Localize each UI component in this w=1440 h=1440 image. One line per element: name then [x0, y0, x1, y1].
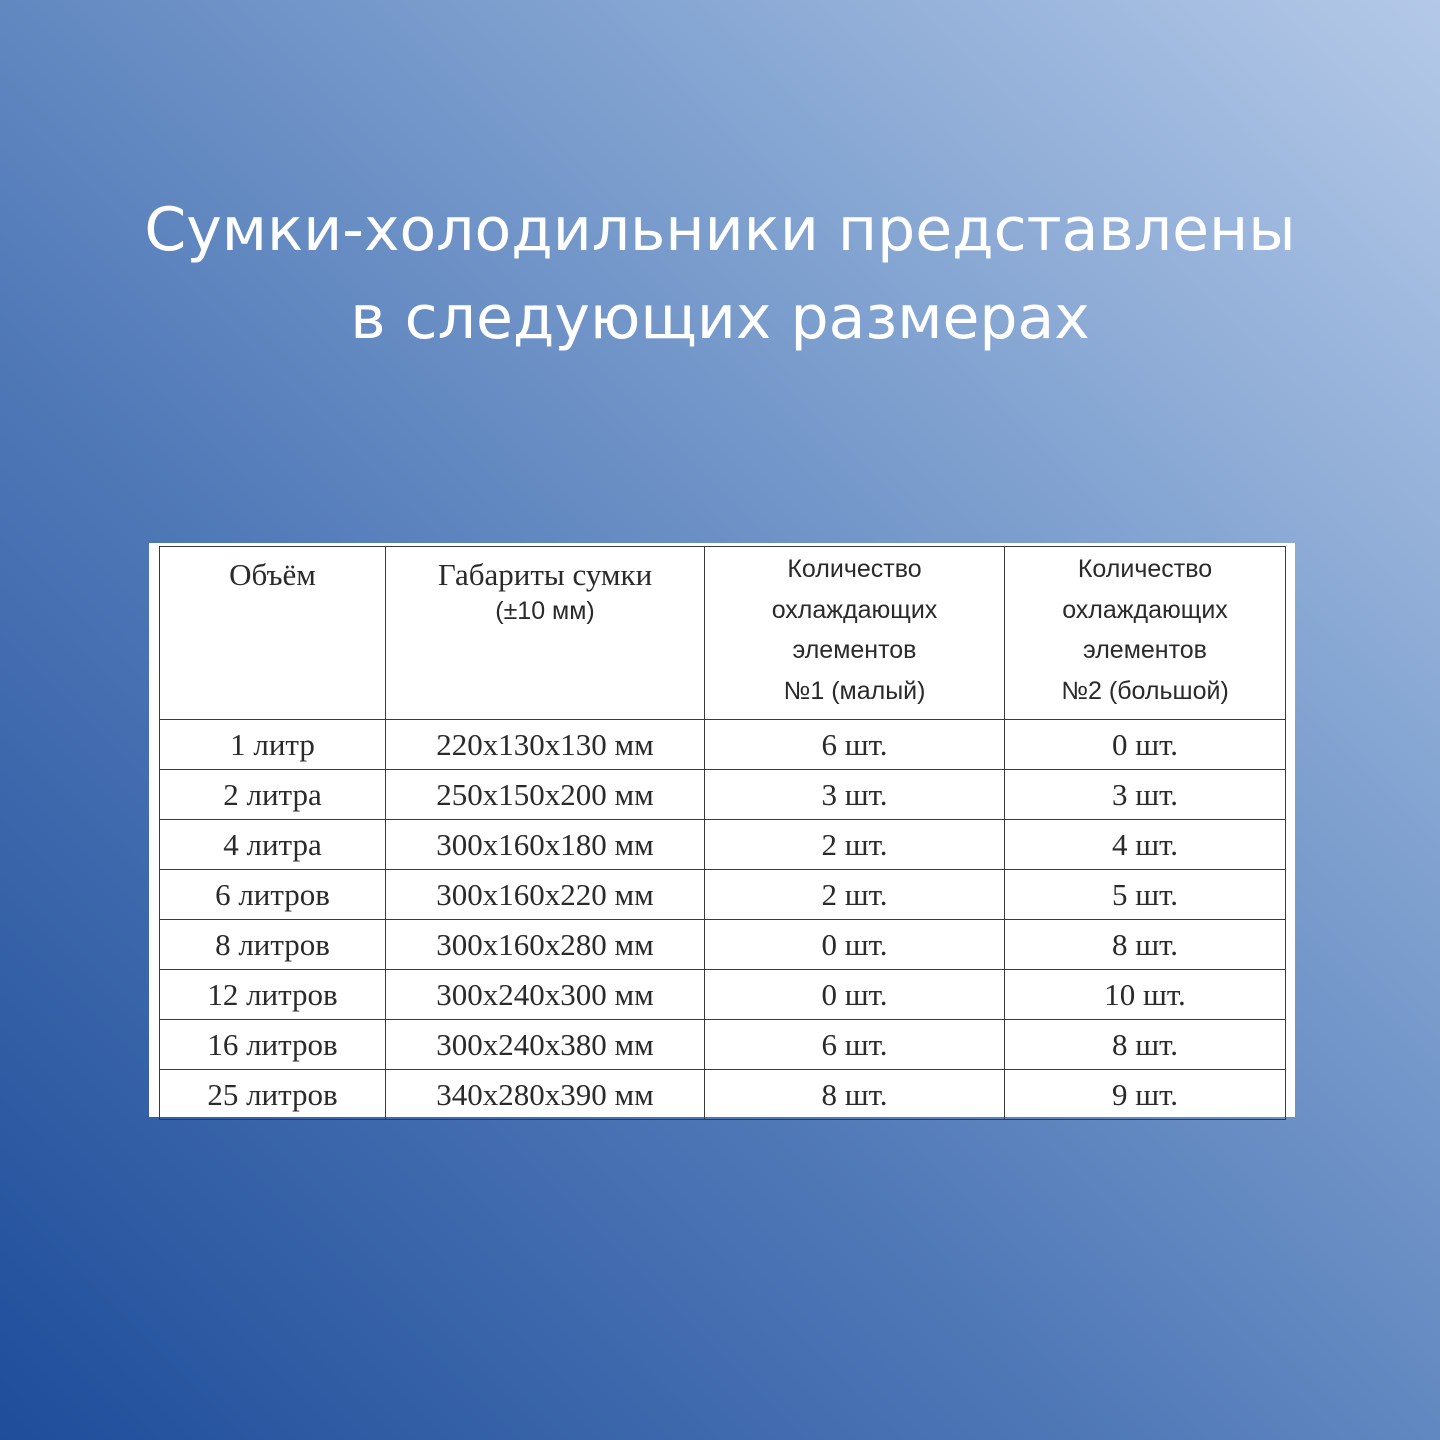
cell-dimensions: 300х160х180 мм	[386, 820, 705, 870]
cell-large-count: 8 шт.	[1005, 1020, 1286, 1070]
cell-dimensions: 220х130х130 мм	[386, 720, 705, 770]
table-row	[160, 920, 1286, 970]
header-dimensions-note: (±10 мм)	[495, 597, 595, 625]
header-small-line: элементов	[792, 636, 917, 664]
cell-volume: 16 литров	[160, 1020, 386, 1070]
header-volume-label: Объём	[229, 557, 316, 592]
cell-dimensions: 300х160х280 мм	[386, 920, 705, 970]
header-volume	[160, 547, 386, 720]
cell-dimensions: 300х240х300 мм	[386, 970, 705, 1020]
header-large-line: элементов	[1083, 636, 1207, 664]
header-large-line: Количество	[1077, 555, 1213, 583]
cell-dimensions: 300х240х380 мм	[386, 1020, 705, 1070]
cell-volume: 25 литров	[160, 1070, 386, 1120]
header-small-line: охлаждающих	[771, 595, 938, 624]
header-dimensions-label: Габариты сумки	[437, 557, 653, 592]
cell-small-count: 8 шт.	[705, 1070, 1005, 1120]
cell-volume: 4 литра	[160, 820, 386, 870]
cell-volume: 1 литр	[160, 720, 386, 770]
cell-small-count: 0 шт.	[705, 970, 1005, 1020]
header-large-line: охлаждающих	[1062, 595, 1228, 624]
cell-small-count: 0 шт.	[705, 920, 1005, 970]
cell-large-count: 10 шт.	[1005, 970, 1286, 1020]
cell-large-count: 0 шт.	[1005, 720, 1286, 770]
cell-large-count: 9 шт.	[1005, 1070, 1286, 1120]
table-row	[160, 1020, 1286, 1070]
cell-small-count: 6 шт.	[705, 720, 1005, 770]
title-line-1: Сумки-холодильники представлены	[144, 195, 1296, 265]
sizes-table-card	[149, 543, 1295, 1117]
cell-dimensions: 300х160х220 мм	[386, 870, 705, 920]
cell-large-count: 8 шт.	[1005, 920, 1286, 970]
header-large-line: №2 (большой)	[1061, 676, 1229, 705]
cell-dimensions: 340х280х390 мм	[386, 1070, 705, 1120]
table-row	[160, 820, 1286, 870]
table-row	[160, 870, 1286, 920]
cell-small-count: 6 шт.	[705, 1020, 1005, 1070]
header-small-line: Количество	[787, 555, 922, 583]
title-line-2: в следующих размерах	[350, 283, 1090, 353]
table-row	[160, 770, 1286, 820]
page-title	[0, 186, 1440, 362]
cell-volume: 8 литров	[160, 920, 386, 970]
cell-volume: 12 литров	[160, 970, 386, 1020]
cell-large-count: 3 шт.	[1005, 770, 1286, 820]
table-row	[160, 970, 1286, 1020]
header-small-elements	[705, 547, 1005, 720]
cell-large-count: 4 шт.	[1005, 820, 1286, 870]
header-large-elements	[1005, 547, 1286, 720]
cell-small-count: 2 шт.	[705, 820, 1005, 870]
table-row	[160, 1070, 1286, 1120]
cell-large-count: 5 шт.	[1005, 870, 1286, 920]
cell-small-count: 2 шт.	[705, 870, 1005, 920]
table-header-row	[160, 547, 1286, 720]
cell-volume: 6 литров	[160, 870, 386, 920]
table-row	[160, 720, 1286, 770]
cell-dimensions: 250х150х200 мм	[386, 770, 705, 820]
header-small-line: №1 (малый)	[783, 676, 926, 705]
header-dimensions	[386, 547, 705, 720]
cell-volume: 2 литра	[160, 770, 386, 820]
sizes-table	[159, 546, 1286, 1120]
cell-small-count: 3 шт.	[705, 770, 1005, 820]
